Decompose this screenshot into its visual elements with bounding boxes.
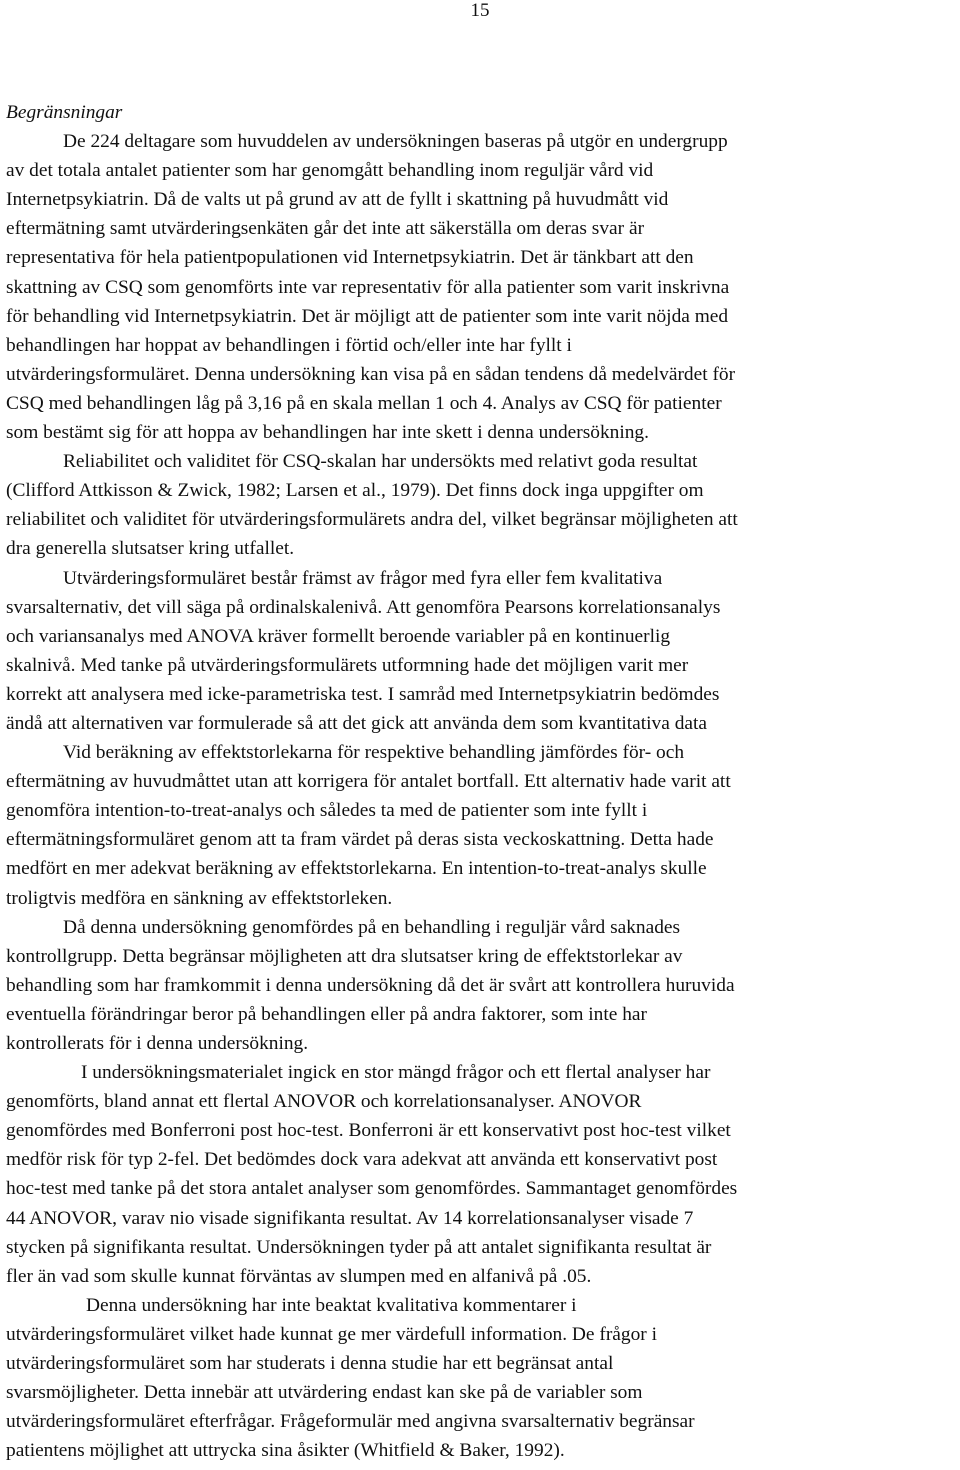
text-line: och variansanalys med ANOVA kräver formellt beroende variabler på en kontinuerlig [6,625,671,647]
text-line: Denna undersökning har inte beaktat kvalitativa kommentarer i [86,1294,577,1316]
text-line: reliabilitet och validitet för utvärderingsformulärets andra del, vilket begränsar möjligheten att [6,509,738,531]
text-line: skalnivå. Med tanke på utvärderingsformulärets utformning hade det möjligen varit mer [6,654,689,676]
text-line: utvärderingsformuläret. Denna undersökning kan visa på en sådan tendens då medelvärdet för [6,363,736,385]
text-line: Vid beräkning av effektstorlekarna för respektive behandling jämfördes för- och [63,742,685,764]
text-line: kontrollgrupp. Detta begränsar möjligheten att dra slutsatser kring de effektstorlekar av [6,945,683,967]
text-line: genomförts, bland annat ett flertal ANOVOR och korrelationsanalyser. ANOVOR [6,1091,642,1113]
text-line: för behandling vid Internetpsykiatrin. Det är möjligt att de patienter som inte varit nöjda med [6,305,729,327]
text-line: genomfördes med Bonferroni post hoc-test. Bonferroni är ett konservativt post hoc-test vilket [6,1120,731,1142]
text-line: De 224 deltagare som huvuddelen av undersökningen baseras på utgör en undergrupp [63,131,728,153]
section-heading: Begränsningar [6,102,123,123]
text-line: utvärderingsformuläret vilket hade kunnat ge mer värdefull information. De frågor i [6,1323,657,1345]
text-line: representativa för hela patientpopulationen vid Internetpsykiatrin. Det är tänkbart att den [6,247,694,269]
text-line: CSQ med behandlingen låg på 3,16 på en skala mellan 1 och 4. Analys av CSQ för patienter [6,392,722,414]
text-line: behandlingen har hoppat av behandlingen i förtid och/eller inte har fyllt i [6,334,572,356]
text-line: genomföra intention-to-treat-analys och således ta med de patienter som inte fyllt i [6,800,648,822]
paragraph [6,913,958,1058]
text-line: Då denna undersökning genomfördes på en behandling i reguljär vård saknades [63,916,681,938]
page-number: 15 [470,0,490,21]
document-body [6,98,958,1465]
text-line: eventuella förändringar beror på behandlingen eller på andra faktorer, som inte har [6,1003,647,1025]
text-line: som bestämt sig för att hoppa av behandlingen har inte skett i denna undersökning. [6,422,649,444]
text-line: skattning av CSQ som genomförts inte var representativ för alla patienter som varit inskrivna [6,276,730,298]
paragraph [6,1291,958,1466]
text-line: svarsmöjligheter. Detta innebär att utvärdering endast kan ske på de variabler som [6,1382,643,1404]
text-line: Reliabilitet och validitet för CSQ-skalan har undersökts med relativt goda resultat [63,451,698,473]
paragraph [6,1058,958,1291]
text-line: dra generella slutsatser kring utfallet. [6,538,295,560]
text-line: eftermätning samt utvärderingsenkäten går det inte att säkerställa om deras svar är [6,218,645,240]
paragraph [6,447,958,563]
text-line: Internetpsykiatrin. Då de valts ut på grund av att de fyllt i skattning på huvudmått vid [6,189,669,211]
text-line: av det totala antalet patienter som har genomgått behandling inom reguljär vård vid [6,160,654,182]
text-line: utvärderingsformuläret efterfrågar. Frågeformulär med angivna svarsalternativ begränsar [6,1411,695,1433]
text-line: ändå att alternativen var formulerade så att det gick att använda dem som kvantitativa data [6,712,708,734]
paragraph [6,127,958,447]
text-line: eftermätning av huvudmåttet utan att korrigera för antalet bortfall. Ett alternativ hade varit att [6,771,731,793]
text-line: 44 ANOVOR, varav nio visade signifikanta resultat. Av 14 korrelationsanalyser visade 7 [6,1207,694,1229]
paragraph [6,564,958,739]
text-line: behandling som har framkommit i denna undersökning då det är svårt att kontrollera huruvida [6,974,735,996]
paragraph-container [6,127,958,1465]
text-line: svarsalternativ, det vill säga på ordinalskalenivå. Att genomföra Pearsons korrelationsanalys [6,596,721,618]
text-line: utvärderingsformuläret som har studerats i denna studie har ett begränsat antal [6,1353,614,1375]
text-line: kontrollerats för i denna undersökning. [6,1033,309,1054]
paragraph [6,738,958,913]
text-line: eftermätningsformuläret genom att ta fram värdet på deras sista veckoskattning. Detta hade [6,829,714,851]
text-line: hoc-test med tanke på det stora antalet analyser som genomfördes. Sammantaget genomfördes [6,1178,738,1200]
text-line: fler än vad som skulle kunnat förväntas av slumpen med en alfanivå på .05. [6,1265,592,1287]
text-line: korrekt att analysera med icke-parametriska test. I samråd med Internetpsykiatrin bedömdes [6,683,720,705]
text-line: medför risk för typ 2-fel. Det bedömdes dock vara adekvat att använda ett konservativt post [6,1149,718,1171]
text-line: (Clifford Attkisson & Zwick, 1982; Larsen et al., 1979). Det finns dock inga uppgifter om [6,480,704,502]
text-line: patientens möjlighet att uttrycka sina åsikter (Whitfield & Baker, 1992). [6,1440,565,1462]
text-line: I undersökningsmaterialet ingick en stor mängd frågor och ett flertal analyser har [81,1062,711,1084]
text-line: medfört en mer adekvat beräkning av effektstorlekarna. En intention-to-treat-analys skulle [6,858,707,880]
text-line: Utvärderingsformuläret består främst av frågor med fyra eller fem kvalitativa [63,567,663,589]
text-line: troligtvis medföra en sänkning av effektstorleken. [6,887,393,909]
text-line: stycken på signifikanta resultat. Undersökningen tyder på att antalet signifikanta resultat är [6,1236,712,1258]
